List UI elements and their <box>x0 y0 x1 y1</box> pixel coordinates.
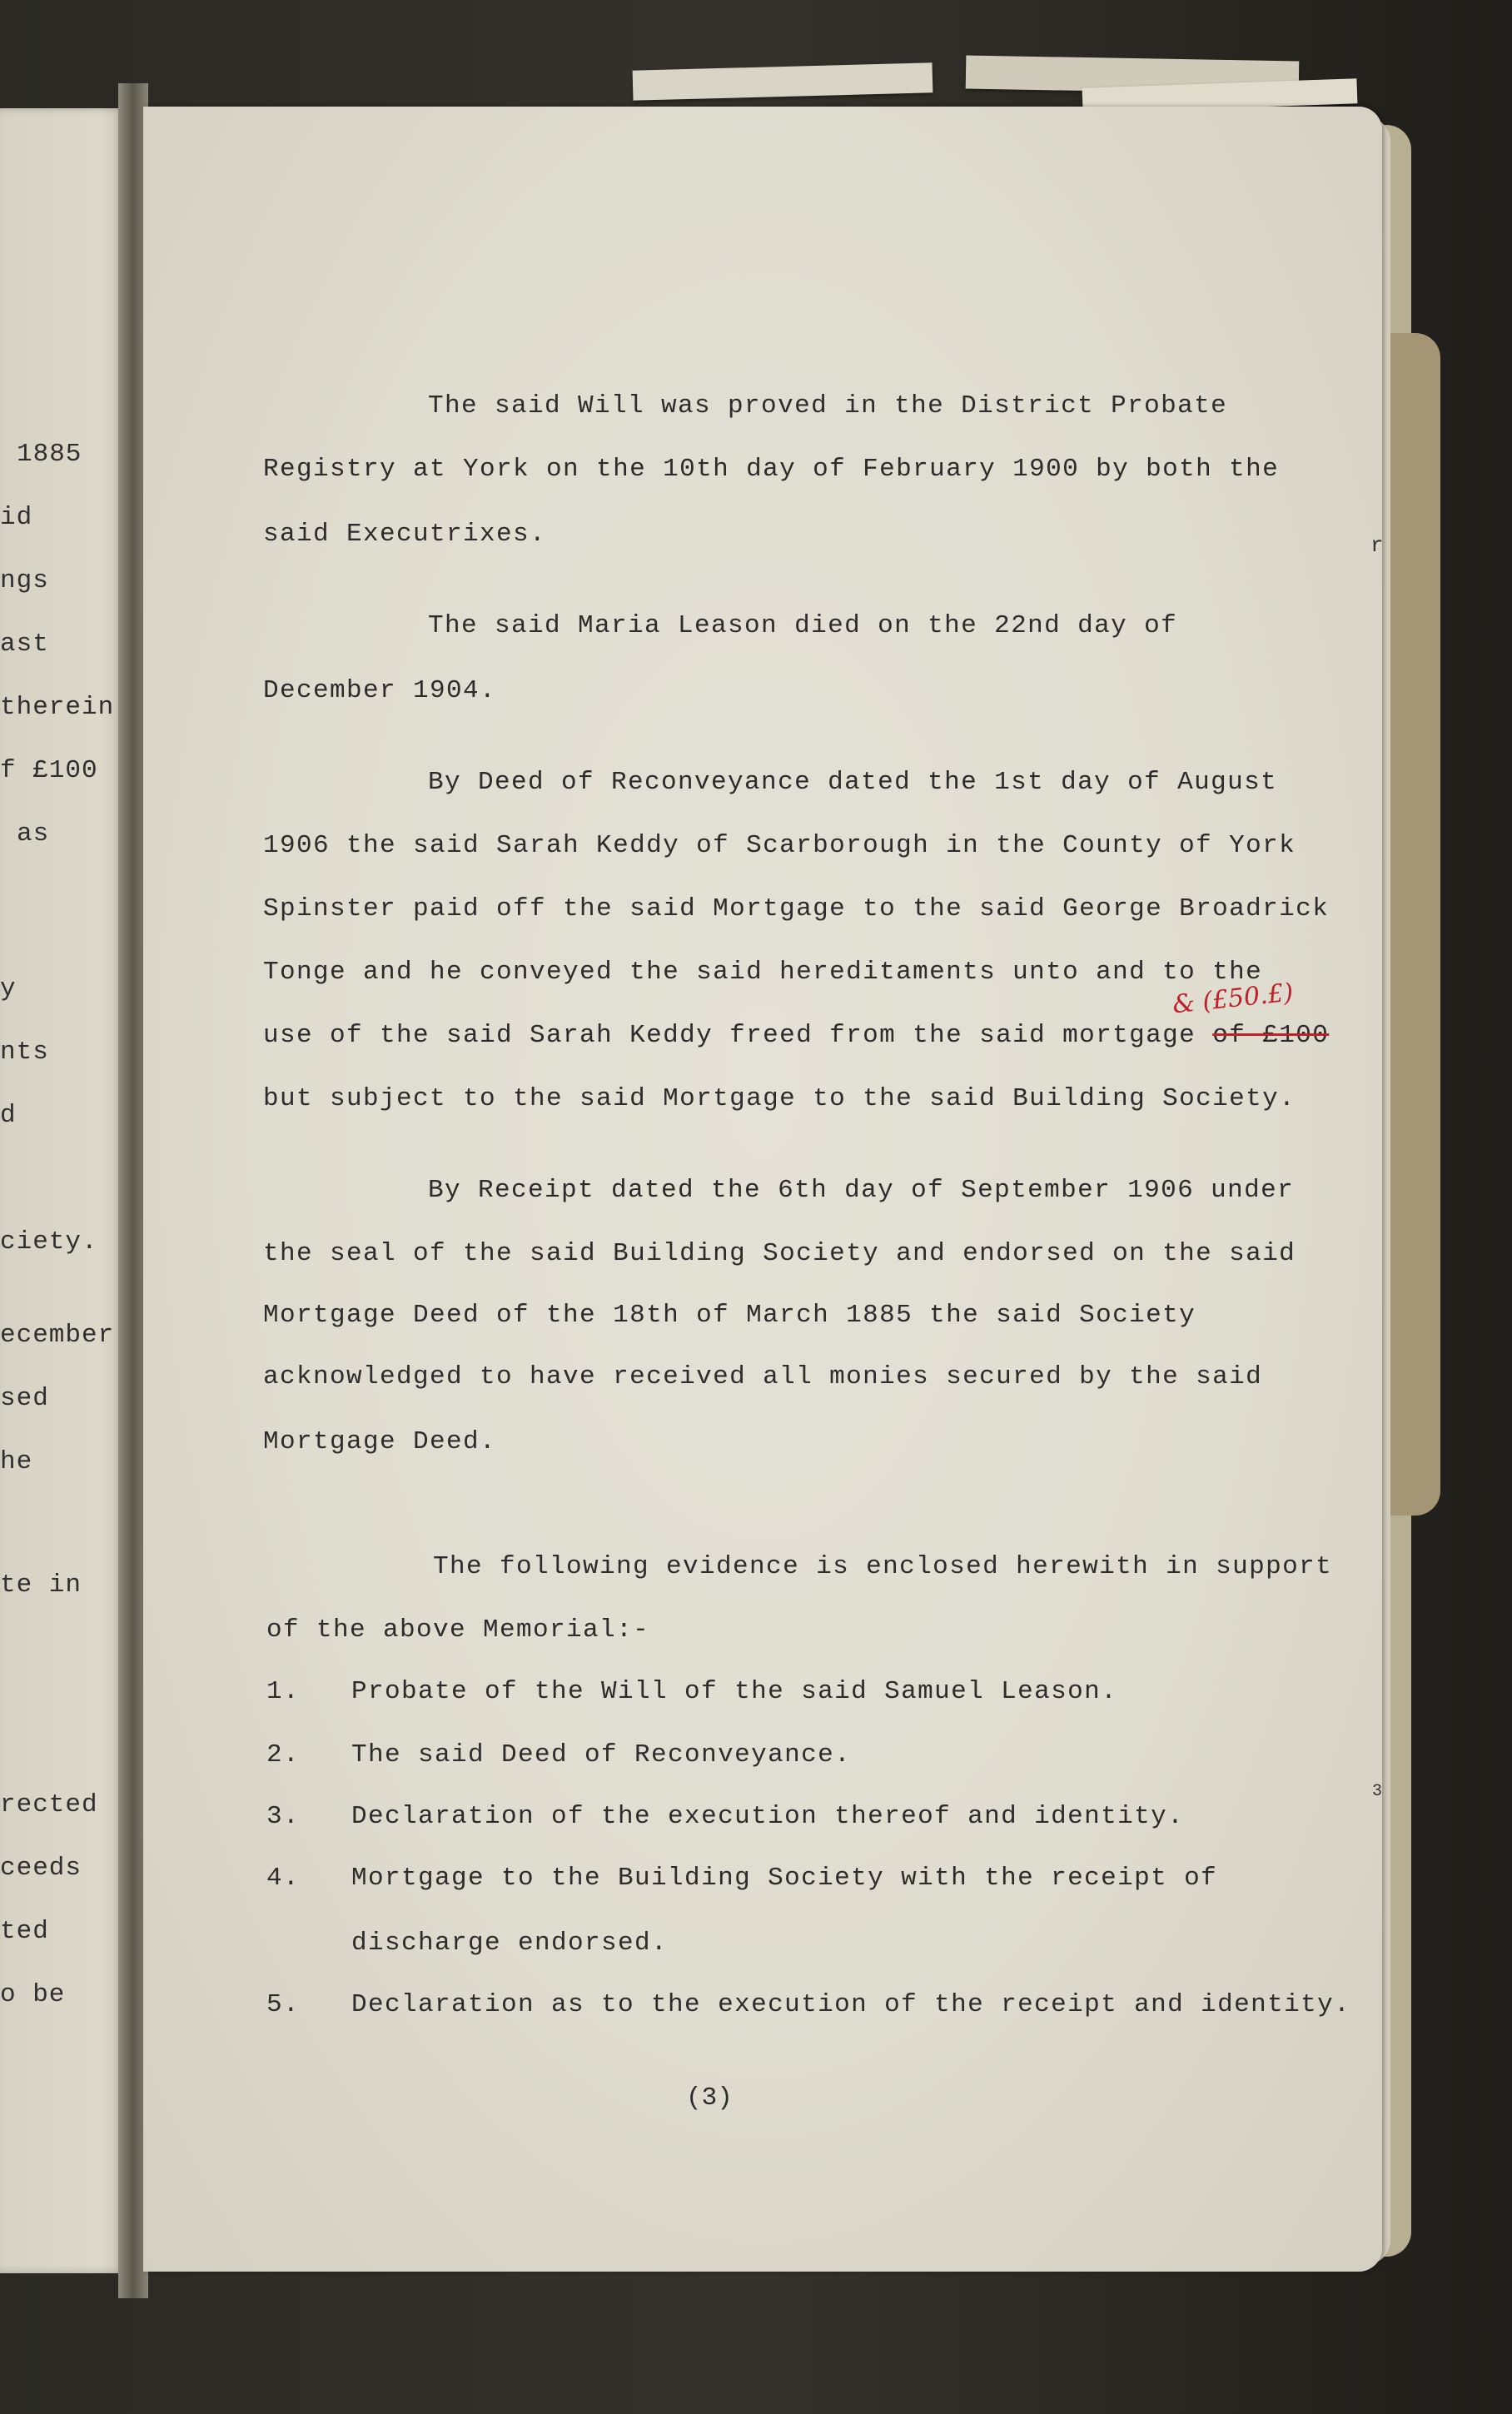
left-fragment: sed <box>0 1384 49 1413</box>
left-fragment: ceeds <box>0 1854 82 1883</box>
line-text: use of the said Sarah Keddy freed from the said mortgage <box>263 1021 1196 1050</box>
list-item: The said Deed of Reconveyance. <box>351 1740 852 1769</box>
paragraph-line: By Receipt dated the 6th day of September 1906 under <box>428 1176 1295 1205</box>
left-fragment: y <box>0 974 17 1003</box>
left-fragment: ngs <box>0 566 49 595</box>
previous-page-edge <box>0 108 125 2273</box>
page-number: (3) <box>686 2083 733 2113</box>
paragraph-line: of the above Memorial:- <box>266 1615 650 1645</box>
left-fragment: d <box>0 1101 17 1130</box>
paragraph-line: Spinster paid off the said Mortgage to the said George Broadrick <box>263 894 1330 923</box>
document-page <box>143 107 1382 2272</box>
left-fragment: te in <box>0 1570 82 1600</box>
paragraph-line: Mortgage Deed of the 18th of March 1885 the said Society <box>263 1301 1196 1330</box>
list-number: 1. <box>266 1677 301 1706</box>
paragraph-line: Mortgage Deed. <box>263 1427 497 1456</box>
left-fragment: as <box>17 819 50 849</box>
left-fragment: ted <box>0 1917 49 1946</box>
left-fragment: ciety. <box>0 1227 98 1257</box>
list-number: 3. <box>266 1802 301 1831</box>
left-fragment: he <box>0 1447 33 1476</box>
left-fragment: rected <box>0 1790 98 1819</box>
paragraph-line <box>263 1021 1329 1050</box>
paragraph-line: Tonge and he conveyed the said hereditaments unto and to the <box>263 958 1263 987</box>
left-fragment: nts <box>0 1038 49 1067</box>
list-number: 5. <box>266 1990 301 2019</box>
paragraph-line: Registry at York on the 10th day of February 1900 by both the <box>263 455 1280 484</box>
paragraph-line: said Executrixes. <box>263 520 547 549</box>
left-fragment: id <box>0 503 33 532</box>
list-item: Declaration as to the execution of the receipt and identity. <box>351 1990 1351 2019</box>
list-number: 4. <box>266 1864 301 1893</box>
list-number: 2. <box>266 1740 301 1769</box>
list-item-continuation: discharge endorsed. <box>351 1929 669 1958</box>
paragraph-line: The said Will was proved in the District Probate <box>428 391 1228 421</box>
paragraph-line: The following evidence is enclosed herewith in support <box>433 1552 1333 1581</box>
paragraph-line: but subject to the said Mortgage to the said Building Society. <box>263 1084 1296 1113</box>
left-fragment: f £100 <box>0 756 98 785</box>
paragraph-line: acknowledged to have received all monies secured by the said <box>263 1362 1263 1391</box>
paragraph-line: By Deed of Reconveyance dated the 1st day of August <box>428 768 1278 797</box>
paragraph-line: the seal of the said Building Society and endorsed on the said <box>263 1239 1296 1268</box>
left-fragment: o be <box>0 1980 66 2009</box>
right-edge-fragment: 3 <box>1372 1782 1383 1801</box>
list-item: Probate of the Will of the said Samuel Leason. <box>351 1677 1118 1706</box>
handwritten-correction: & (£50.£) <box>1171 978 1295 1020</box>
struck-text: of £100 <box>1212 1021 1330 1050</box>
page-edge <box>1382 333 1440 1516</box>
list-item: Declaration of the execution thereof and identity. <box>351 1802 1185 1831</box>
left-fragment: 1885 <box>17 440 82 469</box>
paragraph-line: December 1904. <box>263 676 497 705</box>
left-fragment: therein <box>0 693 115 722</box>
paragraph-line: 1906 the said Sarah Keddy of Scarborough in the County of York <box>263 831 1296 860</box>
paragraph-line: The said Maria Leason died on the 22nd day of <box>428 611 1178 640</box>
list-item: Mortgage to the Building Society with the receipt of <box>351 1864 1218 1893</box>
left-fragment: ast <box>0 630 49 659</box>
left-fragment: ecember <box>0 1321 115 1350</box>
right-edge-fragment: r <box>1370 533 1384 558</box>
